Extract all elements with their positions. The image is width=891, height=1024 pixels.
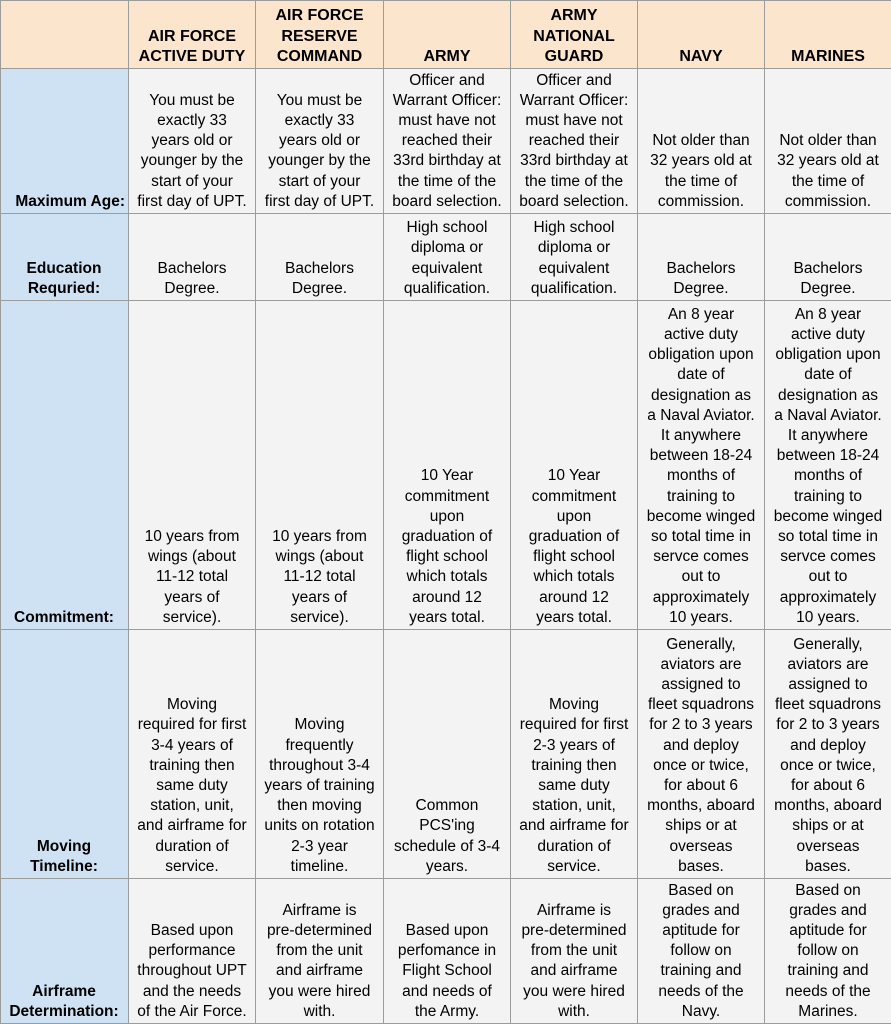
table-cell: 10 years from wings (about 11-12 total years of service). <box>129 301 256 630</box>
row-moving-timeline <box>1 630 891 879</box>
table-cell: Moving frequently throughout 3-4 years of training then moving units on rotation 2-3 year timeline. <box>256 630 384 879</box>
table-cell: Based on grades and aptitude for follow on training and needs of the Marines. <box>765 879 891 1024</box>
table-cell: 10 Year commitment upon graduation of flight school which totals around 12 years total. <box>384 301 511 630</box>
table-cell: Generally, aviators are assigned to fleet squadrons for 2 to 3 years and deploy once or twice, for about 6 months, aboard ships or at overseas bases. <box>638 630 765 879</box>
header-row <box>1 1 891 69</box>
row-label-commitment: Commitment: <box>1 301 129 630</box>
row-education-required <box>1 214 891 301</box>
table-cell: You must be exactly 33 years old or younger by the start of your first day of UPT. <box>129 69 256 214</box>
table-cell: Based upon performance throughout UPT and the needs of the Air Force. <box>129 879 256 1024</box>
table-cell: Based upon perfomance in Flight School and needs of the Army. <box>384 879 511 1024</box>
table-cell: Common PCS'ing schedule of 3-4 years. <box>384 630 511 879</box>
row-maximum-age <box>1 69 891 214</box>
table-cell: Based on grades and aptitude for follow on training and needs of the Navy. <box>638 879 765 1024</box>
column-header-air-force-active-duty: AIR FORCE ACTIVE DUTY <box>129 1 256 69</box>
table-cell: Moving required for first 3-4 years of training then same duty station, unit, and airframe for duration of service. <box>129 630 256 879</box>
column-header-army: ARMY <box>384 1 511 69</box>
table-cell: 10 Year commitment upon graduation of flight school which totals around 12 years total. <box>511 301 638 630</box>
table-cell: Officer and Warrant Officer: must have not reached their 33rd birthday at the time of the board selection. <box>511 69 638 214</box>
column-header-army-national-guard: ARMY NATIONAL GUARD <box>511 1 638 69</box>
table-cell: Bachelors Degree. <box>129 214 256 301</box>
table-cell: Moving required for first 2-3 years of training then same duty station, unit, and airframe for duration of service. <box>511 630 638 879</box>
column-header-navy: NAVY <box>638 1 765 69</box>
table-cell: Bachelors Degree. <box>256 214 384 301</box>
table-cell: Officer and Warrant Officer: must have not reached their 33rd birthday at the time of the board selection. <box>384 69 511 214</box>
table-cell: An 8 year active duty obligation upon date of designation as a Naval Aviator. It anywhere between 18-24 months of training to become winged so total time in servce comes out to approximately 10 years. <box>765 301 891 630</box>
table-cell: High school diploma or equivalent qualification. <box>511 214 638 301</box>
table-cell: Airframe is pre-determined from the unit and airframe you were hired with. <box>511 879 638 1024</box>
row-label-moving-timeline: Moving Timeline: <box>1 630 129 879</box>
column-header-marines: MARINES <box>765 1 891 69</box>
column-header-air-force-reserve-command: AIR FORCE RESERVE COMMAND <box>256 1 384 69</box>
row-label-maximum-age: Maximum Age: <box>1 69 129 214</box>
row-commitment <box>1 301 891 630</box>
row-airframe-determination <box>1 879 891 1024</box>
table-cell: Bachelors Degree. <box>638 214 765 301</box>
corner-cell <box>1 1 129 69</box>
table-cell: You must be exactly 33 years old or younger by the start of your first day of UPT. <box>256 69 384 214</box>
row-label-education-required: Education Requried: <box>1 214 129 301</box>
table-cell: Generally, aviators are assigned to fleet squadrons for 2 to 3 years and deploy once or twice, for about 6 months, aboard ships or at overseas bases. <box>765 630 891 879</box>
table-cell: An 8 year active duty obligation upon date of designation as a Naval Aviator. It anywhere between 18-24 months of training to become winged so total time in servce comes out to approximately 10 years. <box>638 301 765 630</box>
table-cell: Airframe is pre-determined from the unit and airframe you were hired with. <box>256 879 384 1024</box>
table-cell: Bachelors Degree. <box>765 214 891 301</box>
table-cell: Not older than 32 years old at the time of commission. <box>638 69 765 214</box>
table-cell: High school diploma or equivalent qualification. <box>384 214 511 301</box>
row-label-airframe-determination: Airframe Determination: <box>1 879 129 1024</box>
table-cell: 10 years from wings (about 11-12 total years of service). <box>256 301 384 630</box>
table-cell: Not older than 32 years old at the time of commission. <box>765 69 891 214</box>
